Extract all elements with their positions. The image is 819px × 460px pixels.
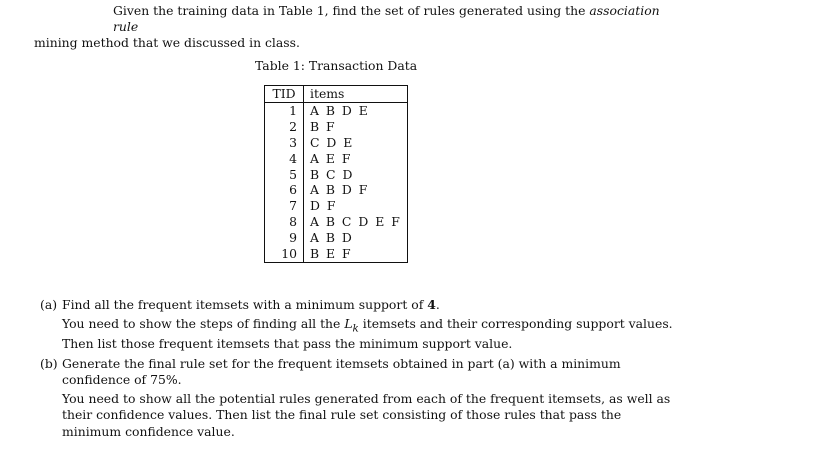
table-row: [265, 102, 408, 118]
items-cell: B F: [310, 118, 337, 134]
question-b: [40, 356, 680, 441]
items-cell: D F: [310, 198, 337, 214]
items-cell: A B D F: [310, 182, 369, 198]
question-a: [40, 297, 680, 353]
intro-paragraph: [34, 3, 674, 51]
question-b-detail: You need to show all the potential rules generated from each of the frequent itemsets, as well as their confidence values. Then list the final rule set consisting of those rules that pass the minimum confidence value.: [62, 390, 671, 439]
question-b-text: Generate the final rule set for the frequent itemsets obtained in part (a) with a minimum confidence of 75%.: [62, 355, 621, 388]
tid-cell: 6: [265, 182, 304, 198]
items-cell: B E F: [310, 246, 353, 262]
table-row: [265, 198, 408, 214]
intro-text: Given the training data in Table 1, find the set of rules generated using the: [113, 3, 590, 18]
tid-cell: 4: [265, 151, 304, 167]
header-tid: TID: [265, 86, 304, 103]
questions: [40, 297, 680, 442]
intro-line-1: [34, 3, 674, 35]
table-row: [265, 214, 408, 230]
tid-cell: 7: [265, 198, 304, 214]
tid-cell: 2: [265, 119, 304, 135]
table-row: [265, 119, 408, 135]
table-row: [265, 230, 408, 246]
tid-cell: 3: [265, 135, 304, 151]
table-row: [265, 151, 408, 167]
items-cell: A B D E: [310, 102, 370, 118]
lk-variable: L: [344, 315, 353, 331]
question-a-detail: [62, 316, 680, 353]
table-body: [265, 102, 408, 262]
items-cell: A B D: [310, 230, 354, 246]
intro-emphasis: association rule: [113, 3, 660, 34]
question-a-marker: (a): [40, 297, 58, 312]
min-support-value: 4: [427, 297, 436, 312]
question-a-detail-prefix: You need to show the steps of finding all the: [62, 315, 345, 331]
items-cell: C D E: [310, 134, 354, 150]
intro-line-2: mining method that we discussed in class.: [34, 35, 300, 50]
table-row: [265, 167, 408, 183]
items-cell: A E F: [310, 150, 352, 166]
table-header-row: [265, 86, 408, 103]
tid-cell: 1: [265, 102, 304, 118]
items-cell: A B C D E F: [310, 214, 402, 230]
table-row: [265, 182, 408, 198]
transaction-table: [264, 85, 408, 263]
tid-cell: 5: [265, 167, 304, 183]
tid-cell: 10: [265, 246, 304, 262]
items-cell: B C D: [310, 166, 354, 182]
table-row: [265, 135, 408, 151]
question-b-marker: (b): [40, 355, 58, 371]
question-a-detail-suffix: itemsets and their corresponding support values. Then list those frequent itemsets that pass the minimum support value.: [62, 315, 673, 352]
tid-cell: 8: [265, 214, 304, 230]
question-a-text: [62, 297, 680, 314]
table-row: [265, 246, 408, 262]
tid-cell: 9: [265, 230, 304, 246]
table-caption: Table 1: Transaction Data: [255, 58, 418, 73]
question-a-text-prefix: Find all the frequent itemsets with a minimum support of: [62, 297, 428, 312]
header-items: items: [304, 86, 408, 103]
question-a-text-suffix: .: [435, 297, 440, 312]
lk-subscript: k: [352, 321, 359, 334]
